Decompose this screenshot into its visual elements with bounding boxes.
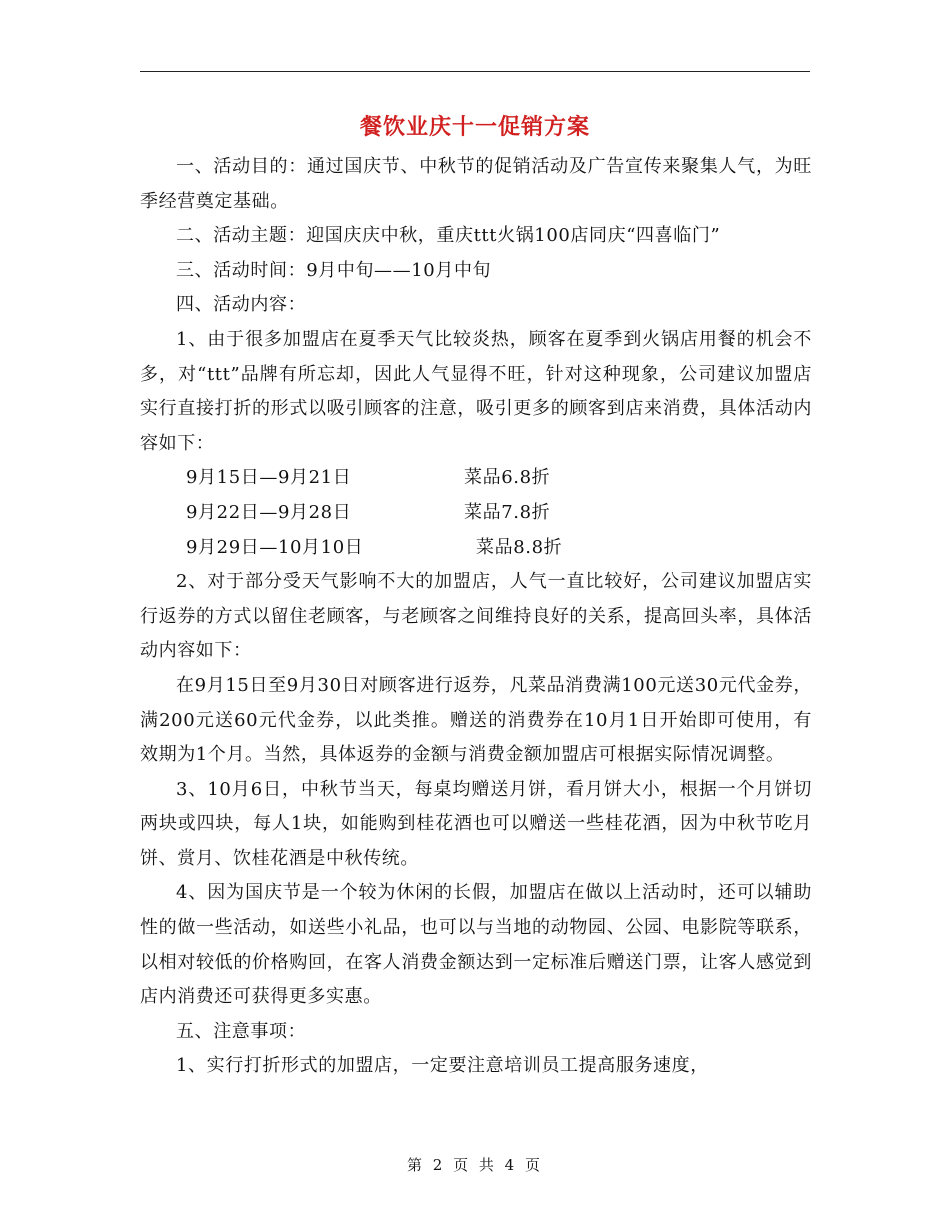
paragraph: 2、对于部分受天气影响不大的加盟店，人气一直比较好，公司建议加盟店实行返券的方式以留住老顾客，与老顾客之间维持良好的关系，提高回头率，具体活动内容如下： [140,571,812,662]
document-body [140,150,812,1084]
paragraph: 在9月15日至9月30日对顾客进行返券，凡菜品消费满100元送30元代金券，满200元送60元代金券，以此类推。赠送的消费券在10月1日开始即可使用，有效期为1个月。当然，具体返券的金额与消费金额加盟店可根据实际情况调整。 [140,674,812,766]
schedule-row [140,531,812,566]
schedule-discount: 菜品8.8折 [476,536,563,558]
schedule-row [140,496,812,531]
paragraph: 1、实行打折形式的加盟店，一定要注意培训员工提高服务速度， [176,1055,709,1077]
schedule-period: 9月29日—10月10日 [186,536,364,558]
schedule-period: 9月15日—9月21日 [186,467,352,489]
document-title: 餐饮业庆十一促销方案 [359,115,590,140]
paragraph: 1、由于很多加盟店在夏季天气比较炎热，顾客在夏季到火锅店用餐的机会不多，对“ttt”品牌有所忘却，因此人气显得不旺，针对这种现象，公司建议加盟店实行直接打折的形式以吸引顾客的注意，吸引更多的顾客到店来消费，具体活动内容如下： [140,328,812,454]
paragraph: 一、活动目的：通过国庆节、中秋节的促销活动及广告宣传来聚集人气，为旺季经营奠定基础。 [140,156,812,212]
paragraph: 3、10月6日，中秋节当天，每桌均赠送月饼，看月饼大小，根据一个月饼切两块或四块，每人1块，如能购到桂花酒也可以赠送一些桂花酒，因为中秋节吃月饼、赏月、饮桂花酒是中秋传统。 [140,778,812,869]
paragraph: 二、活动主题：迎国庆庆中秋，重庆ttt火锅100店同庆“四喜临门” [176,225,721,247]
schedule-row [140,461,812,496]
paragraph: 4、因为国庆节是一个较为休闲的长假，加盟店在做以上活动时，还可以辅助性的做一些活动，如送些小礼品，也可以与当地的动物园、公园、电影院等联系，以相对较低的价格购回，在客人消费金额达到一定标准后赠送门票，让客人感觉到店内消费还可获得更多实惠。 [140,882,812,1008]
paragraph: 五、注意事项： [176,1020,307,1042]
schedule-discount: 菜品6.8折 [464,467,551,489]
page-footer: 第 2 页 共 4 页 [407,1156,543,1174]
schedule-discount: 菜品7.8折 [464,501,551,523]
paragraph: 四、活动内容： [176,294,307,316]
paragraph: 三、活动时间：9月中旬——10月中旬 [176,259,492,281]
header-rule [140,71,810,72]
schedule-period: 9月22日—9月28日 [186,501,352,523]
